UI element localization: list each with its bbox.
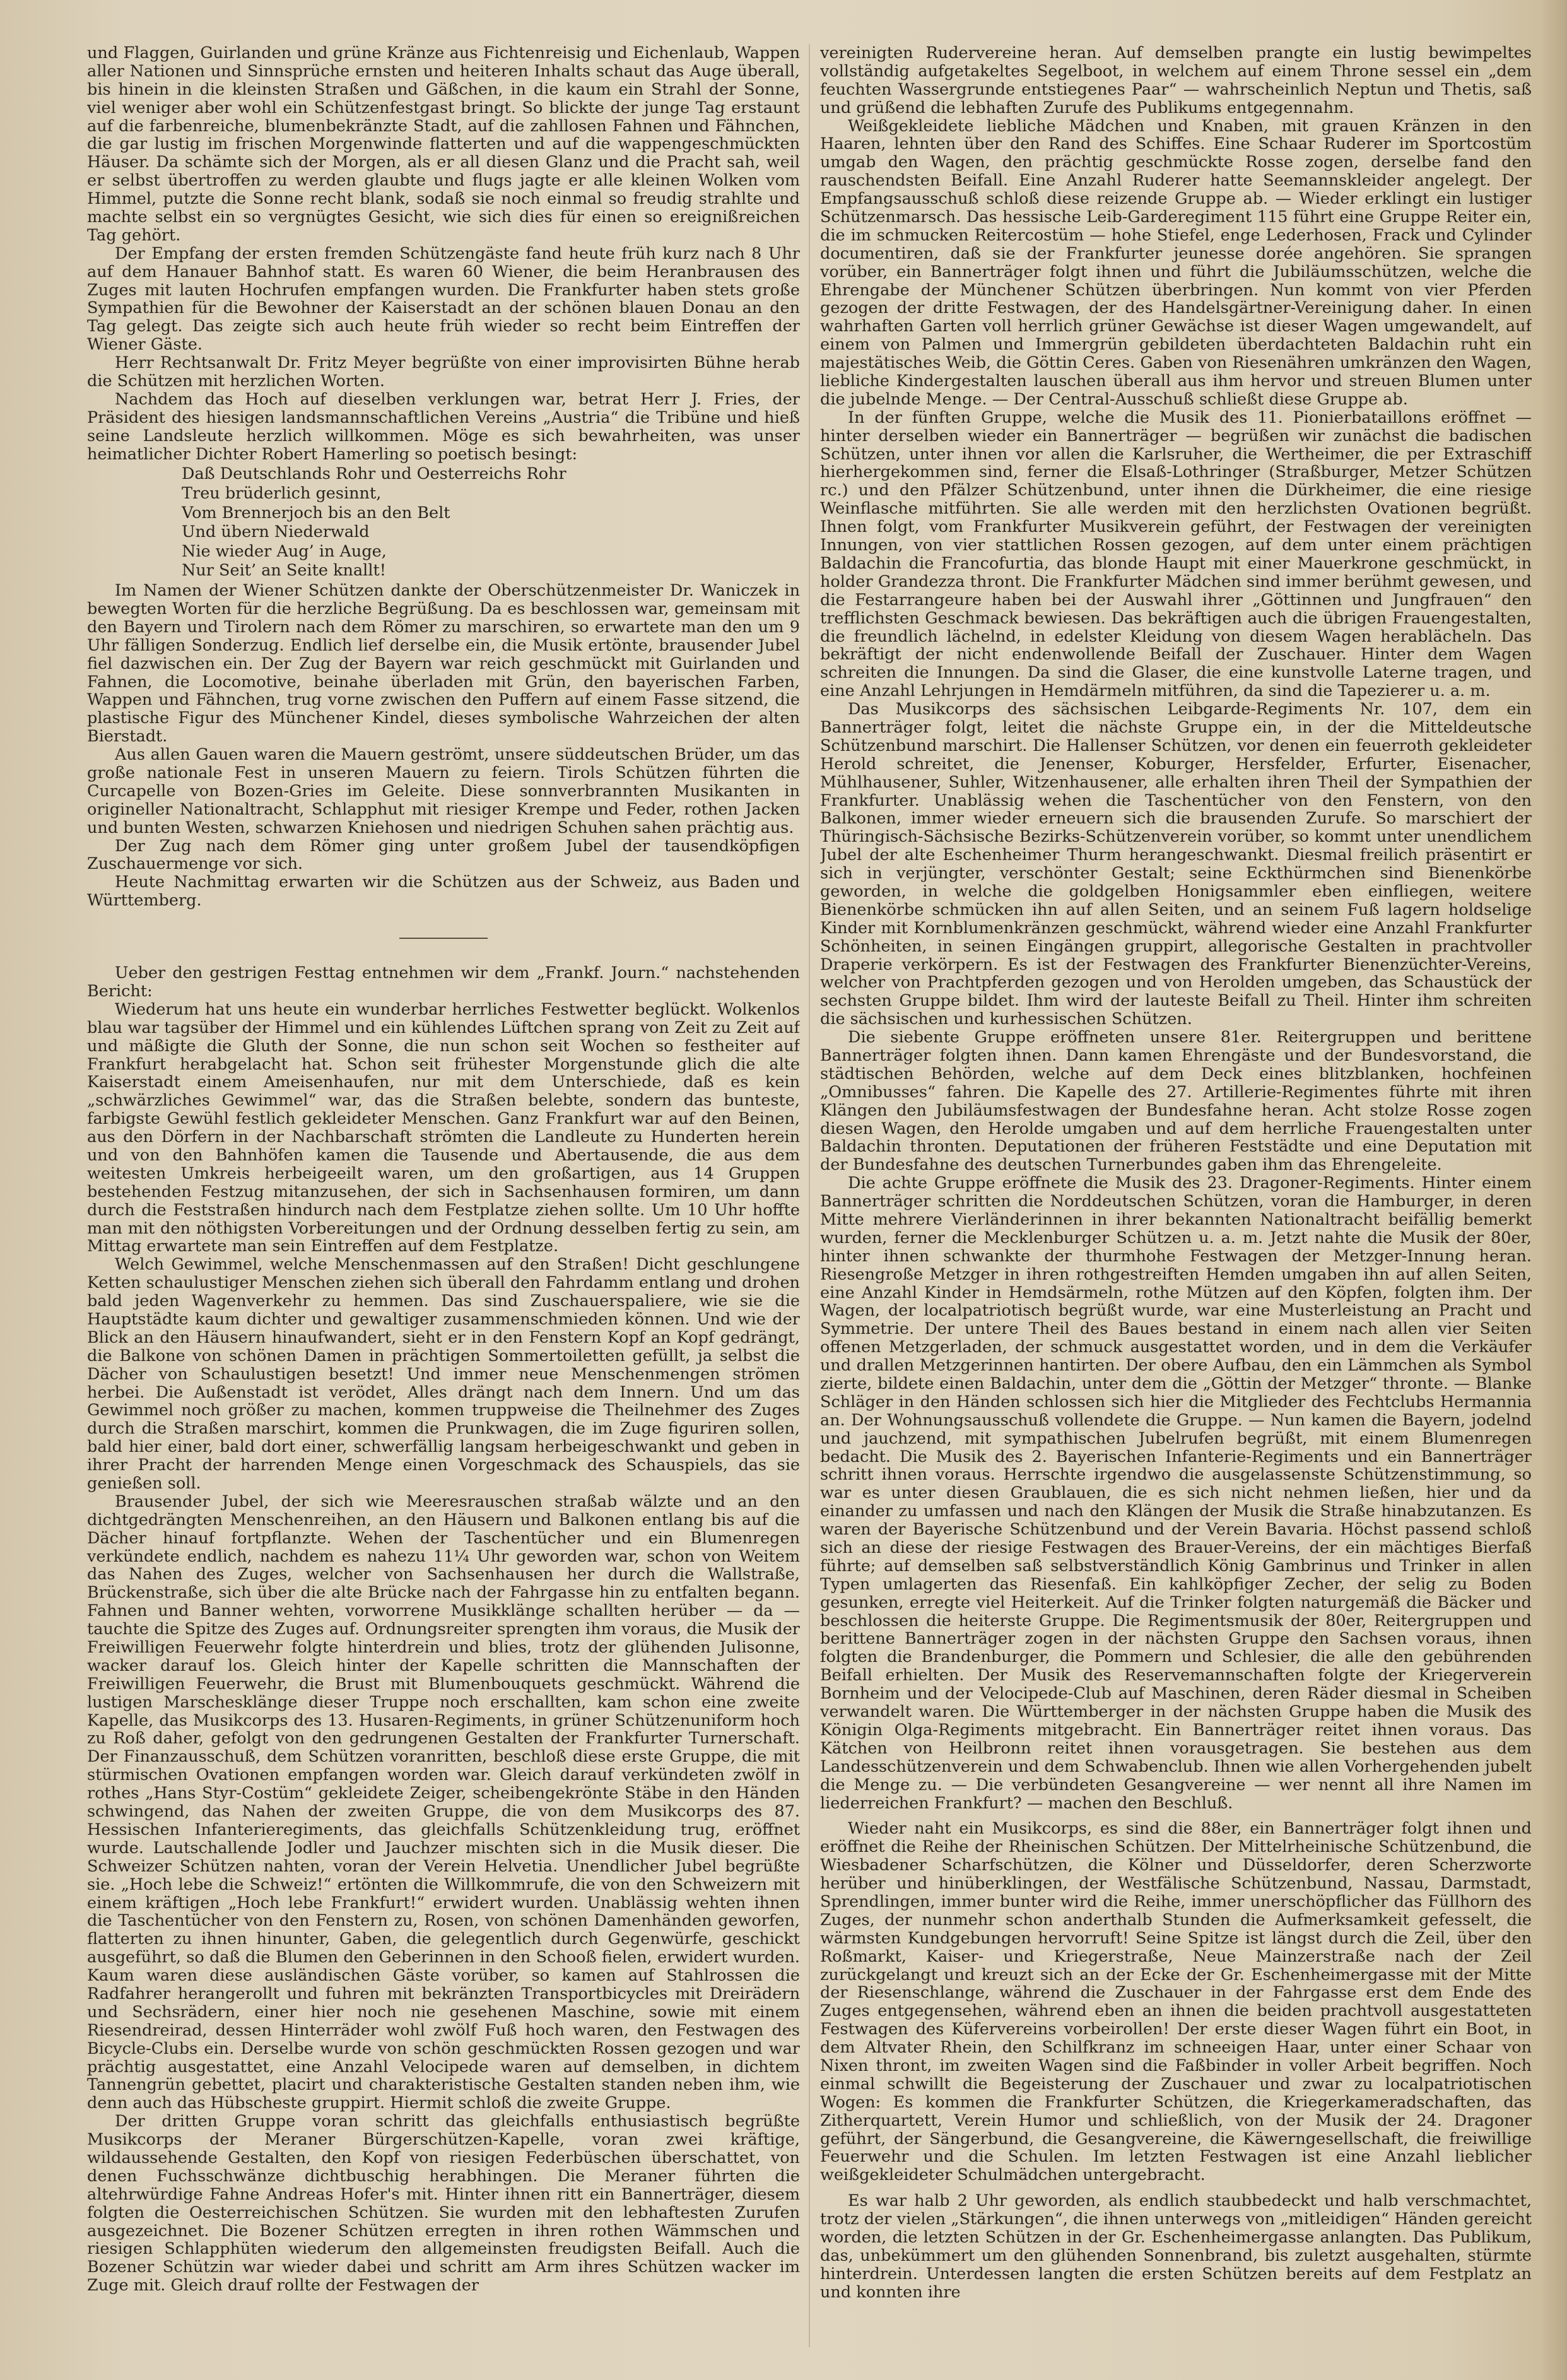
poem	[182, 464, 800, 580]
poem-line: Daß Deutschlands Rohr und Oesterreichs Rohr	[182, 464, 566, 484]
paragraph: Die siebente Gruppe eröffneten unsere 81er. Reitergruppen und berittene Bannerträger folgten ihnen. Dann kamen Ehrengäste und der Bundesvorstand, die städtischen Behörden, welche auf dem Deck eines blitzblanken, hochfeinen „Omnibusses“ fahren. Die Kapelle des 27. Artillerie-Regimentes führte mit ihren Klängen den Jubiläumsfestwagen der Bundesfahne heran. Acht stolze Rosse zogen diesen Wagen, den Herolde umgaben und auf dem herrliche Frauengestalten unter Baldachin thronten. Deputationen der früheren Feststädte und eine Deputation mit der Bundesfahne des deutschen Turnerbundes gaben ihm das Ehrengeleite.	[820, 1028, 1532, 1175]
paragraph: Es war halb 2 Uhr geworden, als endlich staubbedeckt und halb verschmachtet, trotz der vielen „Stärkungen“, die ihnen unterwegs von „mitleidigen“ Händen gereicht worden, die letzten Schützen in der Gr. Eschenheimergasse anlangten. Das Publikum, das, unbekümmert um den glühenden Sonnenbrand, bis zuletzt ausgehalten, stürmte hinterdrein. Unterdessen langten die ersten Schützen bereits auf dem Festplatz an und konnten ihre	[820, 2191, 1532, 2302]
paragraph: Die achte Gruppe eröffnete die Musik des 23. Dragoner-Regiments. Hinter einem Bannerträger schritten die Norddeutschen Schützen, voran die Hamburger, in deren Mitte mehrere Vierländerinnen in ihrer bekannten Nationaltracht beifällig bemerkt wurden, ferner die Mecklenburger Schützen u. a. m. Jetzt nahte die Musik der 80er, hinter ihnen schwankte der thurmhohe Festwagen der Metzger-Innung heran. Riesengroße Metzger in ihren rothgestreiften Hemden umgaben ihn auf allen Seiten, eine Anzahl Kinder in Hemdsärmeln, rothe Mützen auf den Köpfen, folgten ihm. Der Wagen, der localpatriotisch begrüßt wurde, war eine Musterleistung an Pracht und Symmetrie. Der untere Theil des Baues bestand in einem nach allen vier Seiten offenen Metzgerladen, der schmuck ausgestattet worden, und in dem die Verkäufer und drallen Metzgerinnen hantirten. Der obere Aufbau, den ein Lämmchen als Symbol zierte, bildete einen Baldachin, unter dem die „Göttin der Metzger“ thronte. — Blanke Schläger in den Händen schlossen sich hier die Mitglieder des Fechtclubs Hermannia an. Der Wohnungsausschuß vollendete die Gruppe. — Nun kamen die Bayern, jodelnd und jauchzend, mit sympathischen Jubelrufen begrüßt, mit einem Blumenregen bedacht. Die Musik des 2. Bayerischen Infanterie-Regiments und ein Bannerträger schritt ihnen voraus. Herrschte irgendwo die ausgelassenste Schützenstimmung, so war es unter diesen Graublauen, die es sich nicht nehmen ließen, hier und da einander zu umfassen und nach den Klängen der Musik die Straße hinabzutanzen. Es waren der Bayerische Schützenbund und der Verein Bavaria. Höchst passend schloß sich an diese der riesige Festwagen des Brauer-Vereins, der ein mächtiges Bierfaß führte; auf demselben saß selbstverständlich König Gambrinus und Trinker in allen Typen umlagerten das Riesenfaß. Ein kahlköpfiger Zecher, der selig zu Boden gesunken, erregte viel Heiterkeit. Auf die Trinker folgten naturgemäß die Bäcker und beschlossen die heiterste Gruppe. Die Regimentsmusik der 80er, Reitergruppen und berittene Bannerträger zogen in der nächsten Gruppe den Sachsen voraus, ihnen folgten die Brandenburger, die Pommern und Schlesier, die alle den gebührenden Beifall erhielten. Der Musik des Reservemannschaften folgte der Kriegerverein Bornheim und der Velocipede-Club auf Maschinen, deren Räder diesmal in Scheiben verwandelt waren. Die Württemberger in der nächsten Gruppe haben die Musik des Königin Olga-Regiments mitgebracht. Ein Bannerträger reitet ihnen voraus. Das Kätchen von Heilbronn reitet ihnen vorausgetragen. Sie bestehen aus dem Landesschützenverein und dem Schwabenclub. Ihnen wie allen Vorhergehenden jubelt die Menge zu. — Die verbündeten Gesangvereine — wer nennt all ihre Namen im liederreichen Frankfurt? — machen den Beschluß.	[820, 1174, 1532, 1813]
paragraph: Der dritten Gruppe voran schritt das gleichfalls enthusiastisch begrüßte Musikcorps der Meraner Bürgerschützen-Kapelle, voran zwei kräftige, wildaussehende Gestalten, den Kopf von riesigen Federbüschen überschattet, von denen Fuchsschwänze dichtbuschig herabhingen. Die Meraner führten die altehrwürdige Fahne Andreas Hofer's mit. Hinter ihnen ritt ein Bannerträger, diesem folgten die Oesterreichischen Schützen. Sie wurden mit den lebhaftesten Zurufen ausgezeichnet. Die Bozener Schützen erregten in ihren rothen Wämmschen und riesigen Schlapphüten wiederum den allgemeinsten freudigsten Beifall. Auch die Bozener Schützin war wieder dabei und schritt am Arm ihres Schützen wacker im Zuge mit. Gleich drauf rollte der Festwagen der	[87, 2112, 800, 2295]
poem-line: Vom Brennerjoch bis an den Belt	[182, 503, 450, 522]
paragraph: vereinigten Rudervereine heran. Auf demselben prangte ein lustig bewimpeltes vollständig aufgetakeltes Segelboot, in welchem auf einem Throne sessel ein „dem feuchten Wassergrunde entstiegenes Paar“ — wahrscheinlich Neptun und Thetis, saß und grüßend die lebhaften Zurufe des Publikums entgegennahm.	[820, 44, 1532, 117]
paragraph: Wieder naht ein Musikcorps, es sind die 88er, ein Bannerträger folgt ihnen und eröffnet die Reihe der Rheinischen Schützen. Der Mittelrheinische Schützenbund, die Wiesbadener Scharfschützen, die Kölner und Düsseldorfer, deren Scherzworte herüber und hinüberklingen, der Westfälische Schützenbund, Nassau, Darmstadt, Sprendlingen, immer bunter wird die Reihe, immer unerschöpflicher das Füllhorn des Zuges, der nunmehr schon anderthalb Stunden die Aufmerksamkeit gefesselt, die wärmsten Kundgebungen hervorruft! Seine Spitze ist längst durch die Zeil, über den Roßmarkt, Kaiser- und Kriegerstraße, Neue Mainzerstraße nach der Zeil zurückgelangt und kreuzt sich an der Ecke der Gr. Eschenheimergasse mit der Mitte der Riesenschlange, während die Zuschauer in der Fahrgasse erst dem Ende des Zuges entgegensehen, während eben an ihnen die beiden prachtvoll ausgestatteten Festwagen des Küfervereins vorbeirollen! Der erste dieser Wagen führt ein Boot, in dem Altvater Rhein, den Schilfkranz im schneeigen Haar, unter einer Schaar von Nixen thront, im zweiten Wagen sind die Faßbinder in voller Arbeit begriffen. Noch einmal schwillt die Begeisterung der Zuschauer und zwar zu localpatriotischen Wogen: Es kommen die Frankfurter Schützen, die Kriegerkameradschaften, das Zitherquartett, Verein Humor und schließlich, von der Musik der 24. Dragoner geführt, der Sängerbund, die Gesangvereine, die Käwerngesellschaft, die freiwillige Feuerwehr und die Schulen. Im letzten Festwagen ist eine Anzahl lieblicher weißgekleideter Schulmädchen untergebracht.	[820, 1819, 1532, 2185]
paragraph: Aus allen Gauen waren die Mauern geströmt, unsere süddeutschen Brüder, um das große nationale Fest in unseren Mauern zu feiern. Tirols Schützen führten die Curcapelle von Bozen-Gries im Geleite. Diese sonnverbrannten Musikanten in origineller Nationaltracht, Schlapphut mit riesiger Krempe und Feder, rothen Jacken und bunten Westen, schwarzen Kniehosen und niedrigen Schuhen sahen prächtig aus.	[87, 745, 800, 837]
column-rule	[809, 44, 810, 2347]
paragraph: Ueber den gestrigen Festtag entnehmen wir dem „Frankf. Journ.“ nachstehenden Bericht:	[87, 963, 800, 1001]
poem-line: Nie wieder Aug’ in Auge,	[182, 541, 387, 561]
section-divider	[399, 938, 488, 939]
paragraph: In der fünften Gruppe, welche die Musik des 11. Pionierbataillons eröffnet — hinter derselben wieder ein Bannerträger — begrüßen wir zunächst die badischen Schützen, unter ihnen vor allen die Karlsruher, die Wertheimer, die per Extraschiff hierhergekommen sind, ferner die Elsaß-Lothringer (Straßburger, Metzer Schützen rc.) und den Pfälzer Schützenbund, unter ihnen die Dürkheimer, die eine riesige Weinflasche mitführten. Sie alle werden mit den herzlichsten Ovationen begrüßt. Ihnen folgt, vom Frankfurter Musikverein geführt, der Festwagen der vereinigten Innungen, von vier stattlichen Rossen gezogen, auf dem unter einem prächtigen Baldachin die Francofurtia, das blonde Haupt mit einer Mauerkrone geschmückt, in holder Grandezza thront. Die Frankfurter Mädchen sind immer berühmt gewesen, und die Festarrangeure haben bei der Auswahl ihrer „Göttinnen und Jungfrauen“ den trefflichsten Geschmack bewiesen. Das bekräftigen auch die übrigen Frauengestalten, die freundlich lächelnd, in edelster Kleidung von diesem Wagen herablächeln. Das bekräftigt der nicht endenwollende Beifall der Zuschauer. Hinter dem Wagen schreiten die Innungen. Da sind die Glaser, die eine kunstvolle Laterne tragen, und eine Anzahl Lehrjungen in Hemdärmeln mitführen, da sind die Tapezierer u. a. m.	[820, 408, 1532, 701]
paragraph: Herr Rechtsanwalt Dr. Fritz Meyer begrüßte von einer improvisirten Bühne herab die Schützen mit herzlichen Worten.	[87, 353, 800, 391]
paragraph: Welch Gewimmel, welche Menschenmassen auf den Straßen! Dicht geschlungene Ketten schaulustiger Menschen ziehen sich überall den Fahrdamm entlang und drohen bald jeden Wagenverkehr zu hemmen. Das sind Zuschauerspaliere, wie sie die Hauptstädte kaum dichter und gewaltiger zusammenschmieden können. Und wie der Blick an den Häusern hinaufwandert, sieht er in den Fenstern Kopf an Kopf gedrängt, die Balkone von schönen Damen in prächtigen Sommertoiletten gefüllt, ja selbst die Dächer von Schaulustigen besetzt! Und immer neue Menschenmengen strömen herbei. Die Außenstadt ist verödet, Alles drängt nach dem Innern. Und um das Gewimmel noch größer zu machen, kommen truppweise die Theilnehmer des Zuges durch die Straßen marschirt, kommen die Prunkwagen, die im Zuge figuriren sollen, bald hier einer, bald dort einer, schwerfällig langsam herbeigeschwankt und geben in ihrer Pracht der harrenden Menge einen Vorgeschmack des Schauspiels, das sie genießen soll.	[87, 1255, 800, 1493]
poem-line: Und übern Niederwald	[182, 522, 370, 542]
paragraph: Wiederum hat uns heute ein wunderbar herrliches Festwetter beglückt. Wolkenlos blau war tagsüber der Himmel und ein kühlendes Lüftchen sprang von Zeit zu Zeit auf und mäßigte die Gluth der Sonne, die nun schon seit Wochen so festheiter auf Frankfurt herabgelacht hat. Schon seit frühester Morgenstunde glich die alte Kaiserstadt einem Ameisenhaufen, nur mit dem Unterschiede, daß es kein „schwärzliches Gewimmel“ war, das die Straßen belebte, sondern das bunteste, farbigste Gewühl festlich gekleideter Menschen. Ganz Frankfurt war auf den Beinen, aus den Dörfern in der Nachbarschaft strömten die Landleute zu Hunderten herein und von den Bahnhöfen kamen die Tausende und Abertausende, die aus dem weitesten Umkreis herbeigeeilt waren, um den großartigen, aus 14 Gruppen bestehenden Festzug mitanzusehen, der sich in Sachsenhausen formiren, um dann durch die Feststraßen hindurch nach dem Festplatze ziehen sollte. Um 10 Uhr hoffte man mit den nöthigsten Vorbereitungen und der Ordnung desselben fertig zu sein, am Mittag erwartete man sein Eintreffen auf dem Festplatze.	[87, 999, 800, 1256]
paragraph: Heute Nachmittag erwarten wir die Schützen aus der Schweiz, aus Baden und Württemberg.	[87, 873, 800, 910]
page-edge-shadow	[1539, 0, 1567, 2380]
paragraph: Der Zug nach dem Römer ging unter großem Jubel der tausendköpfigen Zuschauermenge vor sich.	[87, 836, 800, 874]
paragraph: Das Musikcorps des sächsischen Leibgarde-Regiments Nr. 107, dem ein Bannerträger folgt, leitet die nächste Gruppe ein, in der die Mitteldeutsche Schützenbund marschirt. Die Hallenser Schützen, vor denen ein feuerroth gekleideter Herold schreitet, die Jenenser, Koburger, Hersfelder, Erfurter, Eisenacher, Mühlhausener, Suhler, Witzenhausener, alle erhalten ihren Theil der Sympathien der Frankfurter. Unablässig wehen die Taschentücher von den Fenstern, von den Balkonen, immer wieder erneuern sich die brausenden Zurufe. So marschiert der Thüringisch-Sächsische Bezirks-Schützenverein vorüber, so kommt unter unendlichem Jubel der alte Eschenheimer Thurm herangeschwankt. Diesmal freilich präsentirt er sich in verjüngter, verschönter Gestalt; seine Eckthürmchen sind Bienenkörbe geworden, in welche die goldgelben Honigsammler eben einfliegen, weitere Bienenkörbe schmücken ihn auf allen Seiten, und an seinem Fuß lagern holdselige Kinder mit Kornblumenkränzen geschmückt, während wieder eine Anzahl Frankfurter Schönheiten, in seinen Eingängen gruppirt, allegorische Gestalten in prachtvoller Draperie verkörpern. Es ist der Festwagen des Frankfurter Bienenzüchter-Vereins, welcher von Prachtpferden gezogen und von Herolden umgeben, das Schaustück der sechsten Gruppe bildet. Ihm wird der lauteste Beifall zu Theil. Hinter ihm schreiten die sächsischen und kurhessischen Schützen.	[820, 700, 1532, 1029]
poem-line: Treu brüderlich gesinnt,	[182, 484, 382, 504]
paragraph: Der Empfang der ersten fremden Schützengäste fand heute früh kurz nach 8 Uhr auf dem Hanauer Bahnhof statt. Es waren 60 Wiener, die beim Heranbrausen des Zuges mit lauten Hochrufen empfangen wurden. Die Frankfurter haben stets große Sympathien für die Bewohner der Kaiserstadt an der schönen blauen Donau an den Tag gelegt. Das zeigte sich auch heute früh wieder so recht beim Eintreffen der Wiener Gäste.	[87, 244, 800, 355]
paragraph: Nachdem das Hoch auf dieselben verklungen war, betrat Herr J. Fries, der Präsident des hiesigen landsmannschaftlichen Vereins „Austria“ die Tribüne und hieß seine Landsleute herzlich willkommen. Möge es sich bewahrheiten, was unser heimatlicher Dichter Robert Hamerling so poetisch besingt:	[87, 389, 800, 464]
left-column	[87, 44, 800, 2347]
paragraph: Im Namen der Wiener Schützen dankte der Oberschützenmeister Dr. Waniczek in bewegten Worten für die herzliche Begrüßung. Da es beschlossen war, gemeinsam mit den Bayern und Tirolern nach dem Römer zu marschiren, so erwartete man den um 9 Uhr fälligen Sonderzug. Endlich lief derselbe ein, die Musik ertönte, brausender Jubel fiel dazwischen ein. Der Zug der Bayern war reich geschmückt mit Guirlanden und Fahnen, die Locomotive, beinahe überladen mit Grün, den bayerischen Farben, Wappen und Fähnchen, trug vorne zwischen den Puffern auf einem Fasse sitzend, die plastische Figur des Münchener Kindel, dieses symbolische Wahrzeichen der alten Bierstadt.	[87, 581, 800, 746]
paragraph: Weißgekleidete liebliche Mädchen und Knaben, mit grauen Kränzen in den Haaren, lehnten über den Rand des Schiffes. Eine Schaar Ruderer im Sportcostüm umgab den Wagen, den prächtig geschmückte Rosse zogen, derselbe fand den rauschendsten Beifall. Eine Anzahl Ruderer hatte Seemannskleider angelegt. Der Empfangsausschuß schloß diese reizende Gruppe ab. — Wieder erklingt ein lustiger Schützenmarsch. Das hessische Leib-Garderegiment 115 führt eine Gruppe Reiter ein, die im schmucken Reitercostüm — hohe Stiefel, enge Lederhosen, Frack und Cylinder documentiren, daß sie der Frankfurter jeunesse dorée angehören. Sie sprangen vorüber, ein Bannerträger folgt ihnen und führt die Jubiläumsschützen, welche die Ehrengabe der Münchener Schützen überbringen. Nun kommt von vier Pferden gezogen der dritte Festwagen, der des Handelsgärtner-Vereinigung daher. In einen wahrhaften Garten voll herrlich grüner Gewächse ist dieser Wagen umgewandelt, auf einem von Palmen und Immergrün gebildeten überdachteten Baldachin ruht ein majestätisches Weib, die Göttin Ceres. Gaben von Riesenähren umkränzen den Wagen, liebliche Kindergestalten lauschen überall aus ihm hervor und streuen Blumen unter die jubelnde Menge. — Der Central-Ausschuß schließt diese Gruppe ab.	[820, 116, 1532, 409]
paragraph: Brausender Jubel, der sich wie Meeresrauschen straßab wälzte und an den dichtgedrängten Menschenreihen, an den Häusern und Balkonen entlang bis auf die Dächer hinauf fortpflanzte. Wehen der Taschentücher und ein Blumenregen verkündete endlich, nachdem es nahezu 11¼ Uhr geworden war, schon von Weitem das Nahen des Zuges, welcher von Sachsenhausen her durch die Wallstraße, Brückenstraße, sich über die alte Brücke nach der Fahrgasse hin zu entfalten begann. Fahnen und Banner wehten, vorworrene Musikklänge schallten herüber — da — tauchte die Spitze des Zuges auf. Ordnungsreiter sprengten ihm voraus, die Musik der Freiwilligen Feuerwehr folgte hinterdrein und blies, trotz der glühenden Julisonne, wacker darauf los. Gleich hinter der Kapelle schritten die Mannschaften der Freiwilligen Feuerwehr, die Brust mit Blumenbouquets geschmückt. Während die lustigen Marschesklänge dieser Truppe noch erschallten, kam schon eine zweite Kapelle, das Musikcorps des 13. Husaren-Regiments, in grüner Schützenuniform hoch zu Roß daher, gefolgt von den gedrungenen Gestalten der Frankfurter Turnerschaft. Der Finanzausschuß, dem Schützen voranritten, beschloß diese erste Gruppe, die mit stürmischen Ovationen empfangen worden war. Gleich darauf verkündeten zwölf in rothes „Hans Styr-Costüm“ gekleidete Zeiger, scheibengekrönte Stäbe in den Händen schwingend, das Nahen der zweiten Gruppe, die von dem Musikcorps des 87. Hessischen Infanterieregiments, das gleichfalls Schützenkleidung trug, eröffnet wurde. Lautschallende Jodler und Jauchzer mischten sich in die Musik dieser. Die Schweizer Schützen nahten, voran der Verein Helvetia. Unendlicher Jubel begrüßte sie. „Hoch lebe die Schweiz!“ ertönten die Willkommrufe, die von den Schweizern mit einem kräftigen „Hoch lebe Frankfurt!“ erwidert wurden. Unablässig wehten ihnen die Taschentücher von den Fenstern zu, Rosen, von schönen Damenhänden geworfen, flatterten zu ihnen hinunter, Gaben, die gelegentlich durch Gegenwürfe, geschickt ausgeführt, so daß die Blumen den Geberinnen in den Schooß fielen, erwidert wurden. Kaum waren diese ausländischen Gäste vorüber, so kamen auf Stahlrossen die Radfahrer herangerollt und fuhren mit bekränzten Transportbicycles mit Dreirädern und Sechsrädern, einer hier noch nie gesehenen Maschine, sowie mit einem Riesendreirad, dessen Hinterräder wohl zwölf Fuß hoch waren, den Festwagen des Bicycle-Clubs ein. Derselbe wurde von schön geschmückten Rossen gezogen und war prächtig ausgestattet, eine Anzahl Velocipede waren auf demselben, in dichtem Tannengrün gebettet, placirt und charakteristische Gestalten standen neben ihm, wie denn auch das Hübscheste gruppirt. Hiermit schloß die zweite Gruppe.	[87, 1492, 800, 2113]
poem-line: Nur Seit’ an Seite knallt!	[182, 561, 386, 580]
paragraph: und Flaggen, Guirlanden und grüne Kränze aus Fichtenreisig und Eichenlaub, Wappen aller Nationen und Sinnsprüche ernsten und heiteren Inhalts schaut das Auge überall, bis hinein in die kleinsten Straßen und Gäßchen, in die kaum ein Strahl der Sonne, viel weniger aber wohl ein Schützenfestgast bringt. So blickte der junge Tag erstaunt auf die farbenreiche, blumenbekränzte Stadt, auf die zahllosen Fahnen und Fähnchen, die gar lustig im frischen Morgenwinde flatterten und auf die wappengeschmückten Häuser. Da schämte sich der Morgen, als er all diesen Glanz und die Pracht sah, weil er selbst übertroffen zu werden glaubte und flugs jagte er alle kleinen Wolken vom Himmel, putzte die Sonne recht blank, sodaß sie noch einmal so freudig strahlte und machte selbst ein so vergnügtes Gesicht, wie sich dies für einen so ereignißreichen Tag gehört.	[87, 44, 800, 245]
right-column	[820, 44, 1532, 2347]
